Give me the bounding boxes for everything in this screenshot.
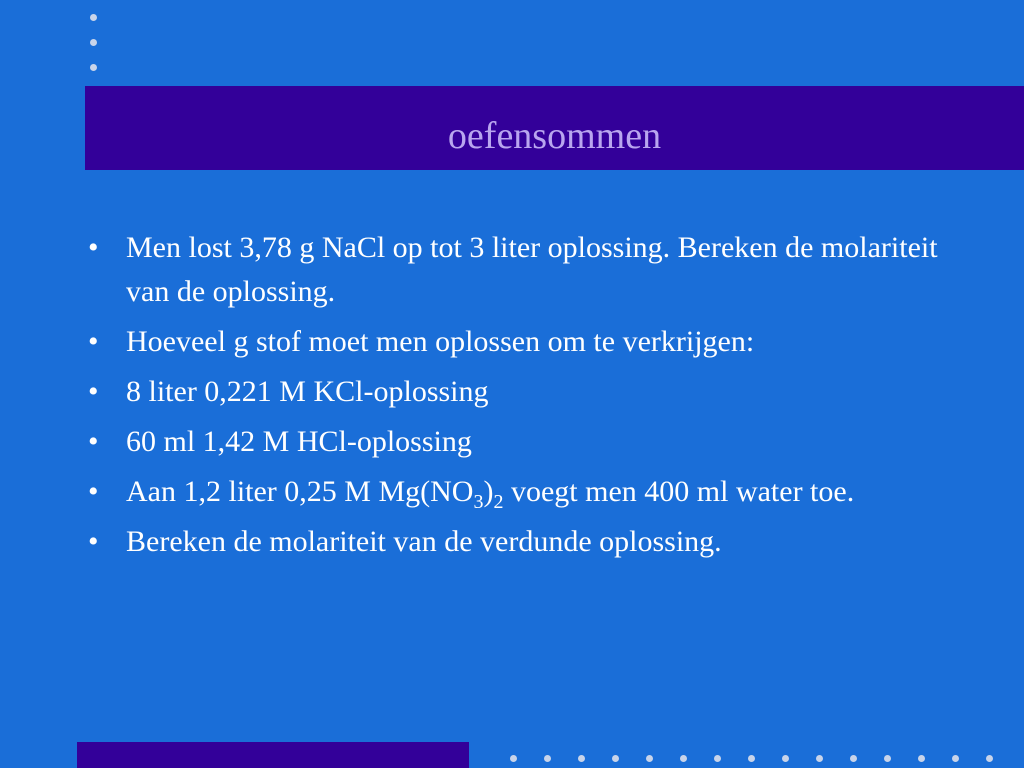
bullet-item (88, 226, 988, 314)
bullet-icon: • (88, 525, 99, 558)
decorative-dot (816, 755, 823, 762)
formula-text: Aan 1,2 liter 0,25 M Mg(NO (126, 475, 474, 508)
decorative-dot (850, 755, 857, 762)
bullet-text: Men lost 3,78 g NaCl op tot 3 liter oplossing. Bereken de molariteit van de oplossing. (126, 231, 938, 308)
slide-title: oefensommen (447, 115, 662, 157)
bullet-text: Bereken de molariteit van de verdunde oplossing. (126, 525, 722, 558)
decorative-dot (680, 755, 687, 762)
decorative-dot (714, 755, 721, 762)
subscript: 2 (493, 491, 504, 513)
bullet-text (126, 475, 855, 513)
bullet-text: Hoeveel g stof moet men oplossen om te verkrijgen: (126, 325, 755, 358)
bullet-item (88, 470, 988, 514)
decorative-dot (90, 39, 97, 46)
decorative-dot (884, 755, 891, 762)
decorative-dot (90, 14, 97, 21)
bullet-text: 60 ml 1,42 M HCl-oplossing (126, 425, 472, 458)
bullet-icon: • (88, 325, 99, 358)
bullet-icon: • (88, 425, 99, 458)
bullet-list (88, 226, 988, 570)
bullet-item (88, 420, 988, 464)
decorative-dot (578, 755, 585, 762)
decorative-dot (782, 755, 789, 762)
bullet-text: 8 liter 0,221 M KCl-oplossing (126, 375, 489, 408)
decorative-dot (612, 755, 619, 762)
decorative-dot (986, 755, 993, 762)
bullet-icon: • (88, 475, 99, 508)
decorative-dot (646, 755, 653, 762)
decorative-dot (544, 755, 551, 762)
bullet-item (88, 320, 988, 364)
bottom-bar (77, 742, 469, 768)
decorative-dot (90, 64, 97, 71)
formula-text: ) (483, 475, 494, 508)
title-bar (85, 86, 1024, 170)
formula-text: voegt men 400 ml water toe. (503, 475, 855, 508)
decorative-dot (748, 755, 755, 762)
bullet-item (88, 520, 988, 564)
bullet-icon: • (88, 375, 99, 408)
decorative-dot (918, 755, 925, 762)
subscript: 3 (473, 491, 484, 513)
decorative-dot (510, 755, 517, 762)
bullet-item (88, 370, 988, 414)
decorative-dot (952, 755, 959, 762)
bullet-icon: • (88, 231, 99, 264)
